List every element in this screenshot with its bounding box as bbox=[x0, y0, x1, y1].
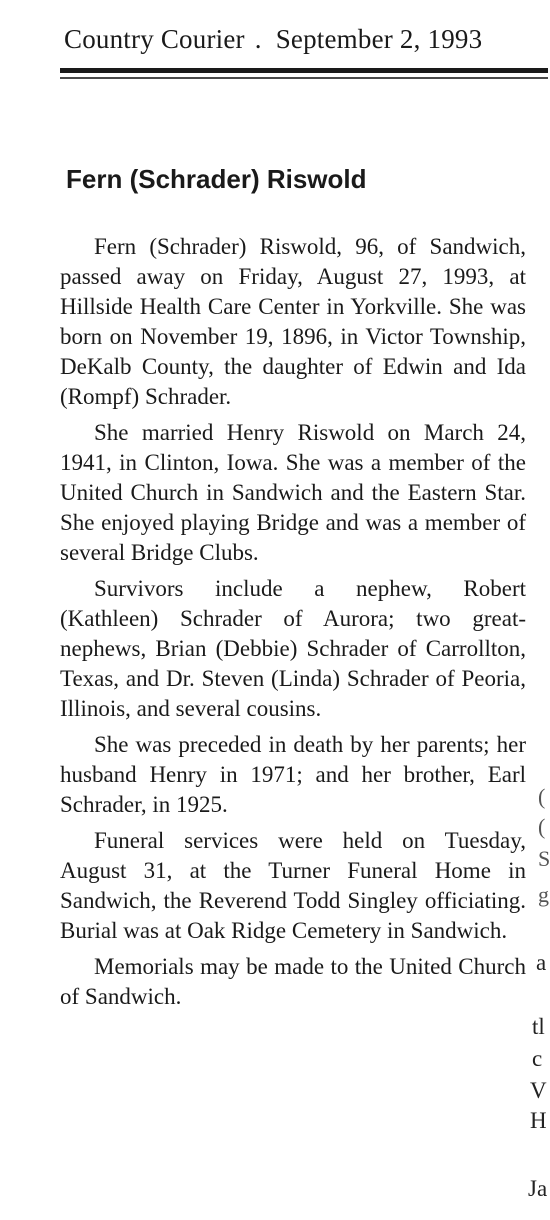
paragraph-funeral: Funeral services were held on Tuesday, August 31, at the Turner Funeral Home in Sandwich, the Reverend Todd Singley officiating. Burial was at Oak Ridge Cemetery in Sandwich. bbox=[60, 828, 526, 943]
edge-fragment: S bbox=[538, 846, 550, 871]
edge-fragment: ( bbox=[538, 784, 546, 809]
obituary-headline: Fern (Schrader) Riswold bbox=[66, 164, 367, 194]
paragraph-memorials: Memorials may be made to the United Church of Sandwich. bbox=[60, 954, 526, 1009]
paragraph-survivors: Survivors include a nephew, Robert (Kathleen) Schrader of Aurora; two great-nephews, Brian (Debbie) Schrader of Carrollton, Texas, and Dr. Steven (Linda) Schrader of Peoria, Illinois, and several cousins. bbox=[60, 576, 526, 721]
masthead-rule-thin bbox=[60, 77, 548, 79]
edge-fragment: tl bbox=[532, 1014, 545, 1039]
masthead-separator: . bbox=[254, 24, 262, 54]
paragraph-biography: Fern (Schrader) Riswold, 96, of Sandwich, passed away on Friday, August 27, 1993, at Hillside Health Care Center in Yorkville. She was born on November 19, 1896, in Victor Township, DeKalb County, the daughter of Edwin and Ida (Rompf) Schrader. bbox=[60, 234, 526, 409]
edge-fragment: V bbox=[530, 1078, 547, 1103]
obituary-body bbox=[60, 232, 526, 1018]
paragraph-preceded: She was preceded in death by her parents; her husband Henry in 1971; and her brother, Earl Schrader, in 1925. bbox=[60, 732, 526, 817]
issue-date: September 2, 1993 bbox=[275, 24, 483, 54]
edge-fragment: ( bbox=[538, 814, 546, 839]
edge-fragment: Ja bbox=[528, 1176, 548, 1201]
edge-fragment: H bbox=[530, 1108, 547, 1133]
edge-fragment: a bbox=[536, 950, 547, 975]
publication-name: Country Courier bbox=[64, 24, 245, 54]
masthead bbox=[64, 24, 482, 55]
edge-fragment: g bbox=[538, 882, 549, 907]
edge-fragment: c bbox=[532, 1046, 543, 1071]
masthead-rule-thick bbox=[60, 68, 548, 73]
paragraph-marriage: She married Henry Riswold on March 24, 1941, in Clinton, Iowa. She was a member of the United Church in Sandwich and the Eastern Star. She enjoyed playing Bridge and was a member of several Bridge Clubs. bbox=[60, 420, 526, 565]
